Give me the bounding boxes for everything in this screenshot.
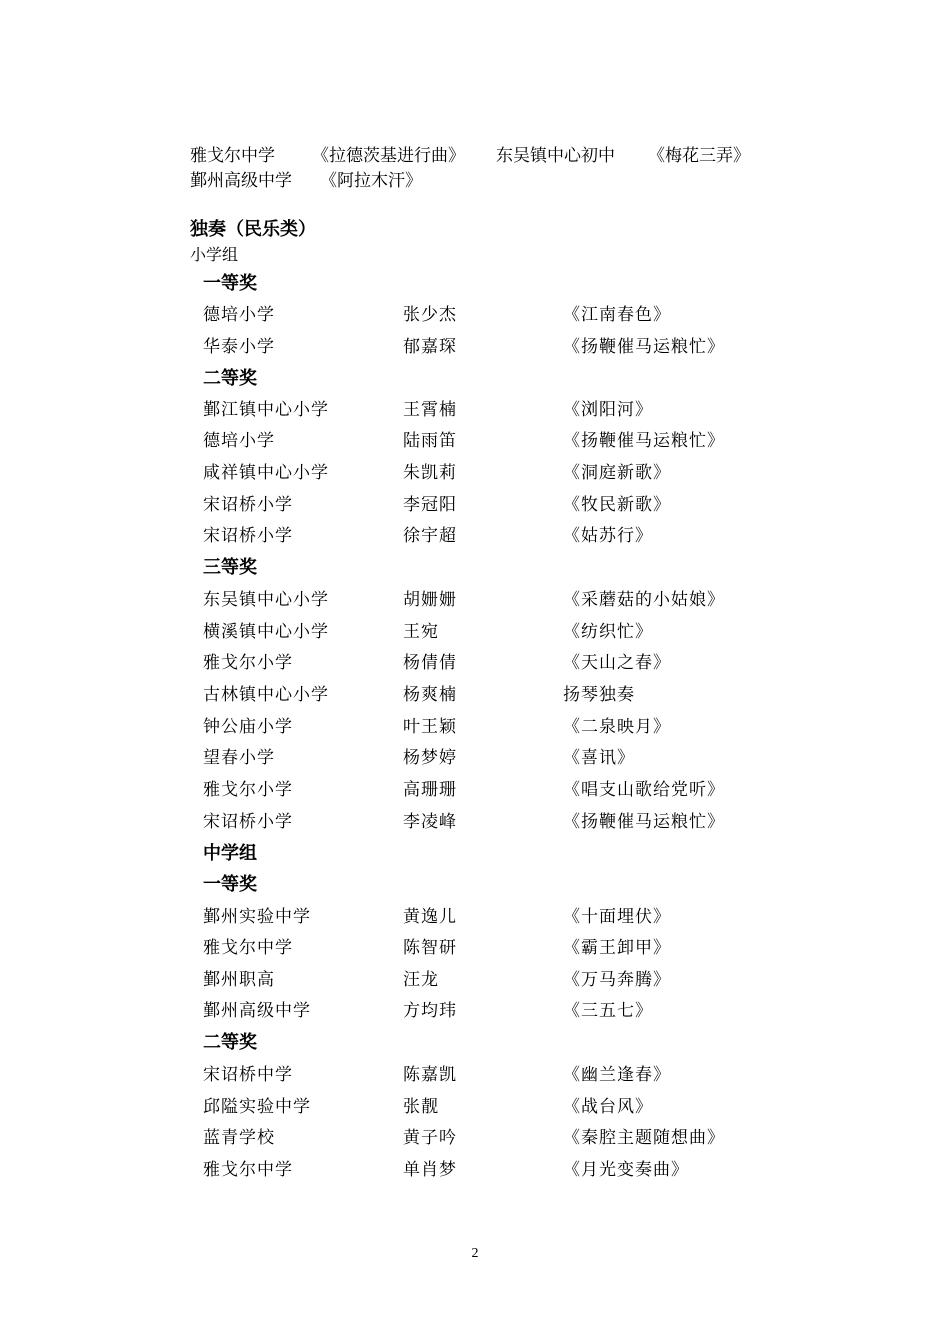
work-cell: 《采蘑菇的小姑娘》 bbox=[563, 590, 725, 610]
school-cell: 鄞州职高 bbox=[203, 970, 275, 990]
name-cell: 陈嘉凯 bbox=[403, 1065, 457, 1085]
section-title: 独奏（民乐类） bbox=[190, 219, 316, 240]
top-entry-work: 《梅花三弄》 bbox=[648, 146, 750, 166]
work-cell: 《浏阳河》 bbox=[563, 400, 653, 420]
name-cell: 杨梦婷 bbox=[403, 748, 457, 768]
top-entry-school: 鄞州高级中学 bbox=[190, 171, 292, 191]
school-cell: 德培小学 bbox=[203, 431, 275, 451]
work-cell: 扬琴独奏 bbox=[563, 685, 635, 705]
school-cell: 雅戈尔小学 bbox=[203, 780, 293, 800]
school-cell: 华泰小学 bbox=[203, 337, 275, 357]
school-cell: 蓝青学校 bbox=[203, 1128, 275, 1148]
top-entry-school: 雅戈尔中学 bbox=[190, 146, 275, 166]
school-cell: 鄞江镇中心小学 bbox=[203, 400, 329, 420]
school-cell: 宋诏桥中学 bbox=[203, 1065, 293, 1085]
school-cell: 邱隘实验中学 bbox=[203, 1097, 311, 1117]
work-cell: 《喜讯》 bbox=[563, 748, 635, 768]
name-cell: 张靓 bbox=[403, 1097, 439, 1117]
work-cell: 《三五七》 bbox=[563, 1001, 653, 1021]
name-cell: 徐宇超 bbox=[403, 526, 457, 546]
name-cell: 李凌峰 bbox=[403, 812, 457, 832]
school-cell: 雅戈尔小学 bbox=[203, 653, 293, 673]
prize-title-primary-third: 三等奖 bbox=[203, 557, 257, 578]
work-cell: 《扬鞭催马运粮忙》 bbox=[563, 431, 725, 451]
school-cell: 德培小学 bbox=[203, 305, 275, 325]
name-cell: 王霄楠 bbox=[403, 400, 457, 420]
name-cell: 朱凯莉 bbox=[403, 463, 457, 483]
work-cell: 《战台风》 bbox=[563, 1097, 653, 1117]
work-cell: 《唱支山歌给党听》 bbox=[563, 780, 725, 800]
school-cell: 雅戈尔中学 bbox=[203, 1160, 293, 1180]
work-cell: 《十面埋伏》 bbox=[563, 907, 671, 927]
work-cell: 《牧民新歌》 bbox=[563, 495, 671, 515]
name-cell: 黄逸儿 bbox=[403, 907, 457, 927]
work-cell: 《扬鞭催马运粮忙》 bbox=[563, 812, 725, 832]
name-cell: 王宛 bbox=[403, 622, 439, 642]
prize-title-middle-first: 一等奖 bbox=[203, 874, 257, 895]
work-cell: 《姑苏行》 bbox=[563, 526, 653, 546]
work-cell: 《霸王卸甲》 bbox=[563, 938, 671, 958]
school-cell: 望春小学 bbox=[203, 748, 275, 768]
page-number: 2 bbox=[471, 1246, 479, 1261]
school-cell: 钟公庙小学 bbox=[203, 717, 293, 737]
name-cell: 杨倩倩 bbox=[403, 653, 457, 673]
school-cell: 东吴镇中心小学 bbox=[203, 590, 329, 610]
top-entry-school: 东吴镇中心初中 bbox=[496, 146, 615, 166]
work-cell: 《月光变奏曲》 bbox=[563, 1160, 689, 1180]
school-cell: 古林镇中心小学 bbox=[203, 685, 329, 705]
name-cell: 单肖梦 bbox=[403, 1160, 457, 1180]
prize-title-middle-second: 二等奖 bbox=[203, 1032, 257, 1053]
name-cell: 胡姗姗 bbox=[403, 590, 457, 610]
name-cell: 方均玮 bbox=[403, 1001, 457, 1021]
work-cell: 《二泉映月》 bbox=[563, 717, 671, 737]
work-cell: 《秦腔主题随想曲》 bbox=[563, 1128, 725, 1148]
school-cell: 宋诏桥小学 bbox=[203, 495, 293, 515]
school-cell: 鄞州实验中学 bbox=[203, 907, 311, 927]
work-cell: 《万马奔腾》 bbox=[563, 970, 671, 990]
work-cell: 《天山之春》 bbox=[563, 653, 671, 673]
name-cell: 张少杰 bbox=[403, 305, 457, 325]
school-cell: 横溪镇中心小学 bbox=[203, 622, 329, 642]
top-entry-work: 《拉德茨基进行曲》 bbox=[312, 146, 465, 166]
name-cell: 汪龙 bbox=[403, 970, 439, 990]
school-cell: 鄞州高级中学 bbox=[203, 1001, 311, 1021]
name-cell: 杨爽楠 bbox=[403, 685, 457, 705]
prize-title-primary-first: 一等奖 bbox=[203, 273, 257, 294]
school-cell: 咸祥镇中心小学 bbox=[203, 463, 329, 483]
top-entry-work: 《阿拉木汗》 bbox=[320, 171, 422, 191]
school-cell: 雅戈尔中学 bbox=[203, 938, 293, 958]
group-title-primary: 小学组 bbox=[190, 245, 239, 264]
school-cell: 宋诏桥小学 bbox=[203, 526, 293, 546]
work-cell: 《幽兰逢春》 bbox=[563, 1065, 671, 1085]
name-cell: 叶王颖 bbox=[403, 717, 457, 737]
name-cell: 李冠阳 bbox=[403, 495, 457, 515]
work-cell: 《洞庭新歌》 bbox=[563, 463, 671, 483]
group-title-middle: 中学组 bbox=[203, 843, 257, 864]
name-cell: 高珊珊 bbox=[403, 780, 457, 800]
name-cell: 郁嘉琛 bbox=[403, 337, 457, 357]
name-cell: 黄子吟 bbox=[403, 1128, 457, 1148]
work-cell: 《江南春色》 bbox=[563, 305, 671, 325]
name-cell: 陈智研 bbox=[403, 938, 457, 958]
school-cell: 宋诏桥小学 bbox=[203, 812, 293, 832]
work-cell: 《扬鞭催马运粮忙》 bbox=[563, 337, 725, 357]
name-cell: 陆雨笛 bbox=[403, 431, 457, 451]
prize-title-primary-second: 二等奖 bbox=[203, 368, 257, 389]
work-cell: 《纺织忙》 bbox=[563, 622, 653, 642]
